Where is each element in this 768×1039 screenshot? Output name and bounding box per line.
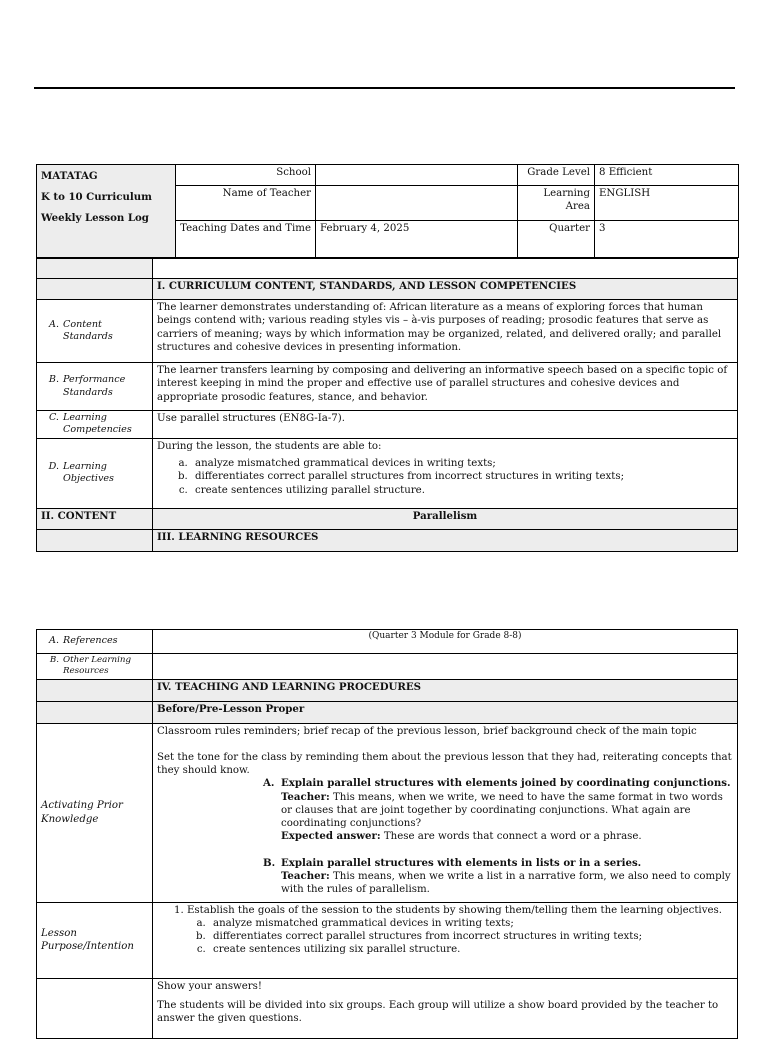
procedure-b-title: Explain parallel structures with elements in lists or in a series. [281,856,642,869]
procedure-a [157,777,733,843]
list-marker: A. [49,318,59,330]
activating-prior-knowledge-cell [153,723,738,902]
learning-objectives-label [37,438,153,508]
label-text: Other Learning Resources [63,655,132,677]
teaching-dates-value: February 4, 2025 [316,221,518,258]
content-value: Parallelism [153,508,738,529]
quarter-value: 3 [595,221,739,258]
expected-answer-label: Expected answer: [281,830,381,843]
teacher-label: Teacher: [281,869,330,882]
blank-cell [37,978,153,1038]
list-item: c. create sentences utilizing six parallel structure. [209,943,733,956]
content-standards-text: The learner demonstrates understanding of: African literature as a means of exploring forces that human beings contend with; various reading styles vis – à-vis purposes of reading; prosodic features that serve as carriers of meaning; ways by which information may be organized, related, and delivered orally; and parallel structures and cohesive devices in presenting information. [153,300,738,363]
learning-area-label: Learning Area [518,186,595,221]
learning-competencies-text: Use parallel structures (EN8G-Ia-7). [153,411,738,439]
header-rule [34,87,735,89]
blank-cell [153,259,738,279]
blank-cell [37,529,153,551]
teacher-name-value [316,186,518,221]
show-answers-cell [153,978,738,1038]
purpose-sublist [187,917,733,957]
school-value [316,165,518,186]
curriculum-table [36,258,738,552]
section-heading-content: II. CONTENT [37,508,153,529]
section-heading-resources: III. LEARNING RESOURCES [153,529,738,551]
references-label [37,630,153,654]
blank-cell [37,679,153,701]
log-title-line1: MATATAG [41,170,98,182]
teacher-name-label: Name of Teacher [176,186,316,221]
pre-lesson-heading: Before/Pre-Lesson Proper [153,701,738,723]
blank-cell [37,701,153,723]
label-text: Learning Competencies [63,412,132,436]
performance-standards-text: The learner transfers learning by composing and delivering an informative speech based on a specific topic of interest keeping in mind the proper and effective use of parallel structures and cohesive devices and appropriate prosodic features, stance, and behavior. [153,363,738,411]
performance-standards-label [37,363,153,411]
list-item: c. create sentences utilizing parallel structure. [191,484,733,497]
list-marker: B. [263,856,276,869]
list-item: a. analyze mismatched grammatical devices in writing texts; [209,917,733,930]
procedure-b [157,857,733,897]
learning-area-value: ENGLISH [595,186,739,221]
procedure-a-title: Explain parallel structures with elements joined by coordinating conjunctions. [281,777,731,790]
grade-level-value: 8 Efficient [595,165,739,186]
procedures-table [36,629,738,1039]
list-marker: A. [49,635,59,647]
list-item: a. analyze mismatched grammatical devices in writing texts; [191,457,733,470]
lesson-purpose-cell [153,902,738,978]
log-title-line3: Weekly Lesson Log [41,212,149,224]
show-answers-line2: The students will be divided into six groups. Each group will utilize a show board provided by the teacher to answer the given questions. [157,999,719,1025]
teacher-text: This means, when we write, we need to have the same format in two words or clauses that are joint together by coordinating conjunctions. What again are coordinating conjunctions? [281,791,723,830]
label-text: Learning Objectives [63,460,114,485]
section-heading-curriculum: I. CURRICULUM CONTENT, STANDARDS, AND LESSON COMPETENCIES [153,279,738,300]
show-answers-line1: Show your answers! [157,980,262,992]
lesson-log-header-table [36,164,739,258]
list-item: b. differentiates correct parallel structures from incorrect structures in writing texts; [191,470,733,483]
grade-level-label: Grade Level [518,165,595,186]
label-text: References [63,635,118,647]
learning-objectives-cell [153,438,738,508]
references-value: (Quarter 3 Module for Grade 8-8) [153,630,738,654]
list-marker: C. [48,412,59,423]
activating-prior-knowledge-label: Activating Prior Knowledge [37,723,153,902]
blank-cell [37,279,153,300]
label-text: Content Standards [63,318,113,342]
list-item [187,904,733,957]
activating-line1: Classroom rules reminders; brief recap of the previous lesson, brief background check of the main topic [157,725,697,737]
list-marker: B. [49,655,59,665]
objectives-list [157,457,733,497]
objectives-intro: During the lesson, the students are able to: [157,440,382,452]
lesson-purpose-label: Lesson Purpose/Intention [37,902,153,978]
list-marker: D. [48,460,59,472]
quarter-label: Quarter [518,221,595,258]
other-resources-label [37,654,153,680]
content-standards-label [37,300,153,363]
teacher-label: Teacher: [281,790,330,803]
purpose-item-text: Establish the goals of the session to the students by showing them/telling them the learning objectives. [187,904,722,916]
list-marker: A. [263,777,275,790]
expected-answer-text: These are words that connect a word or a phrase. [380,831,642,843]
list-item: b. differentiates correct parallel structures from incorrect structures in writing texts; [209,930,733,943]
purpose-list [157,904,733,957]
section-heading-procedures: IV. TEACHING AND LEARNING PROCEDURES [153,679,738,701]
teaching-dates-label: Teaching Dates and Time [176,221,316,258]
log-title-line2: K to 10 Curriculum [41,191,152,203]
list-marker: B. [48,374,59,386]
label-text: Performance Standards [63,374,126,398]
blank-cell [37,259,153,279]
log-title [37,165,176,258]
other-resources-value [153,654,738,680]
school-label: School [176,165,316,186]
teacher-text: This means, when we write a list in a narrative form, we also need to comply with the rules of parallelism. [281,870,731,896]
learning-competencies-label [37,411,153,439]
activating-line2: Set the tone for the class by reminding them about the previous lesson that they had, reiterating concepts that they should know. [157,751,732,777]
